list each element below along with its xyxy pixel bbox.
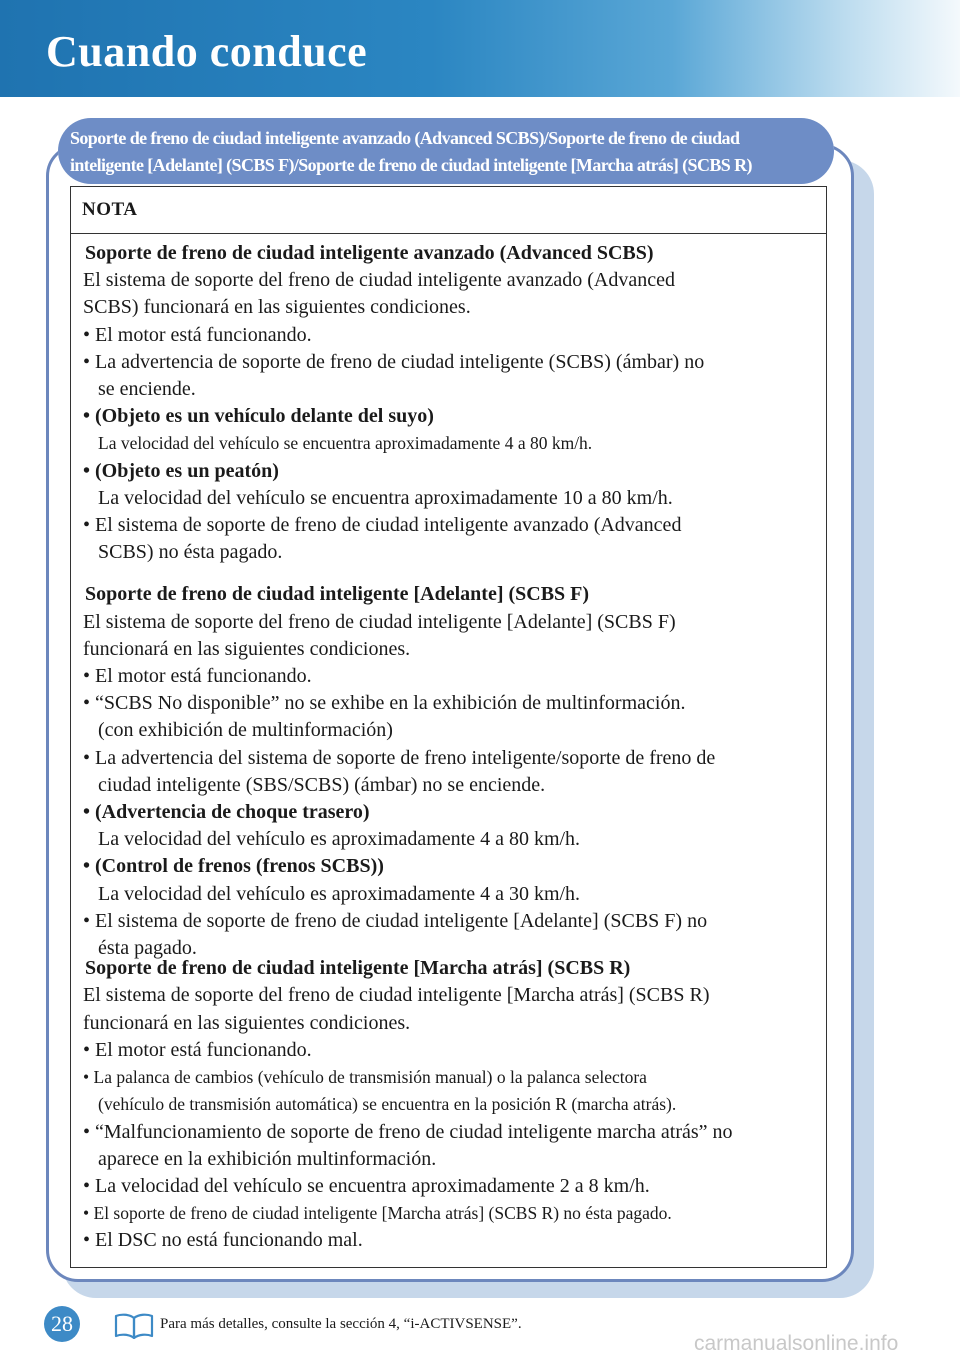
list-item: • “SCBS No disponible” no se exhibe en la exhibición de multinformación. [83, 692, 686, 715]
list-item: • La advertencia del sistema de soporte de freno inteligente/soporte de freno de [83, 746, 716, 769]
reverse-scbs-title: Soporte de freno de ciudad inteligente [Marcha atrás] (SCBS R) [85, 957, 631, 980]
list-item-heading: • (Advertencia de choque trasero) [83, 801, 370, 824]
list-item: • El sistema de soporte de freno de ciudad inteligente avanzado (Advanced [83, 514, 682, 537]
reverse-scbs-intro: El sistema de soporte del freno de ciudad inteligente [Marcha atrás] (SCBS R) [83, 984, 710, 1007]
list-item-continuation: SCBS) no ésta pagado. [98, 541, 283, 564]
list-item: • El motor está funcionando. [83, 1038, 312, 1061]
advanced-scbs-intro: El sistema de soporte del freno de ciudad inteligente avanzado (Advanced [83, 269, 675, 292]
list-item: • El DSC no está funcionando mal. [83, 1229, 363, 1252]
forward-scbs-section [83, 581, 826, 962]
list-item-continuation: (vehículo de transmisión automática) se encuentra en la posición R (marcha atrás). [98, 1094, 677, 1115]
forward-scbs-title: Soporte de freno de ciudad inteligente [Adelante] (SCBS F) [85, 583, 590, 606]
advanced-scbs-section [83, 240, 826, 566]
list-item-continuation: ciudad inteligente (SBS/SCBS) (ámbar) no se enciende. [98, 773, 546, 796]
list-item: • El motor está funcionando. [83, 323, 312, 346]
list-item-continuation: (con exhibición de multinformación) [98, 719, 393, 742]
watermark: carmanualsonline.info [694, 1332, 899, 1355]
footer-reference: Para más detalles, consulte la sección 4, “i-ACTIVSENSE”. [160, 1316, 522, 1332]
section-title-line: inteligente [Adelante] (SCBS F)/Soporte de freno de ciudad inteligente [Marcha atrás] (SCBS R) [70, 155, 752, 175]
section-title [70, 125, 830, 179]
reverse-scbs-section [83, 955, 826, 1254]
list-item-heading: • (Objeto es un peatón) [83, 459, 279, 482]
list-item: • La velocidad del vehículo se encuentra aproximadamente 2 a 8 km/h. [83, 1174, 650, 1197]
advanced-scbs-intro: SCBS) funcionará en las siguientes condiciones. [83, 296, 471, 319]
advanced-scbs-title: Soporte de freno de ciudad inteligente avanzado (Advanced SCBS) [85, 242, 654, 264]
section-title-line: Soporte de freno de ciudad inteligente avanzado (Advanced SCBS)/Soporte de freno de ciudad [70, 128, 740, 148]
list-item-heading: • (Objeto es un vehículo delante del suyo) [83, 405, 434, 428]
list-item-detail: La velocidad del vehículo se encuentra aproximadamente 10 a 80 km/h. [98, 486, 673, 509]
list-item: • La advertencia de soporte de freno de ciudad inteligente (SCBS) (ámbar) no [83, 350, 705, 373]
page-header [0, 0, 960, 97]
reverse-scbs-intro: funcionará en las siguientes condiciones. [83, 1011, 411, 1034]
page-title: Cuando conduce [46, 27, 368, 76]
list-item: • “Malfuncionamiento de soporte de freno de ciudad inteligente marcha atrás” no [83, 1120, 733, 1143]
note-label: NOTA [71, 187, 826, 234]
note-box [70, 186, 827, 1268]
list-item: • El sistema de soporte de freno de ciudad inteligente [Adelante] (SCBS F) no [83, 909, 708, 932]
section-title-pill [58, 118, 834, 184]
list-item-detail: La velocidad del vehículo es aproximadamente 4 a 30 km/h. [98, 882, 581, 905]
list-item: • La palanca de cambios (vehículo de transmisión manual) o la palanca selectora [83, 1067, 647, 1088]
list-item-heading: • (Control de frenos (frenos SCBS)) [83, 855, 384, 878]
list-item-detail: La velocidad del vehículo es aproximadamente 4 a 80 km/h. [98, 828, 581, 851]
page-number-badge: 28 [44, 1306, 80, 1342]
forward-scbs-intro: El sistema de soporte del freno de ciudad inteligente [Adelante] (SCBS F) [83, 610, 676, 633]
list-item: • El soporte de freno de ciudad inteligente [Marcha atrás] (SCBS R) no ésta pagado. [83, 1203, 672, 1224]
list-item-continuation: se enciende. [98, 378, 196, 401]
open-book-icon [114, 1313, 154, 1339]
forward-scbs-intro: funcionará en las siguientes condiciones. [83, 637, 411, 660]
list-item-continuation: aparece en la exhibición multinformación. [98, 1147, 437, 1170]
list-item-continuation: ésta pagado. [98, 937, 197, 960]
note-body [71, 240, 826, 1255]
list-item-detail: La velocidad del vehículo se encuentra aproximadamente 4 a 80 km/h. [98, 433, 593, 454]
list-item: • El motor está funcionando. [83, 665, 312, 688]
